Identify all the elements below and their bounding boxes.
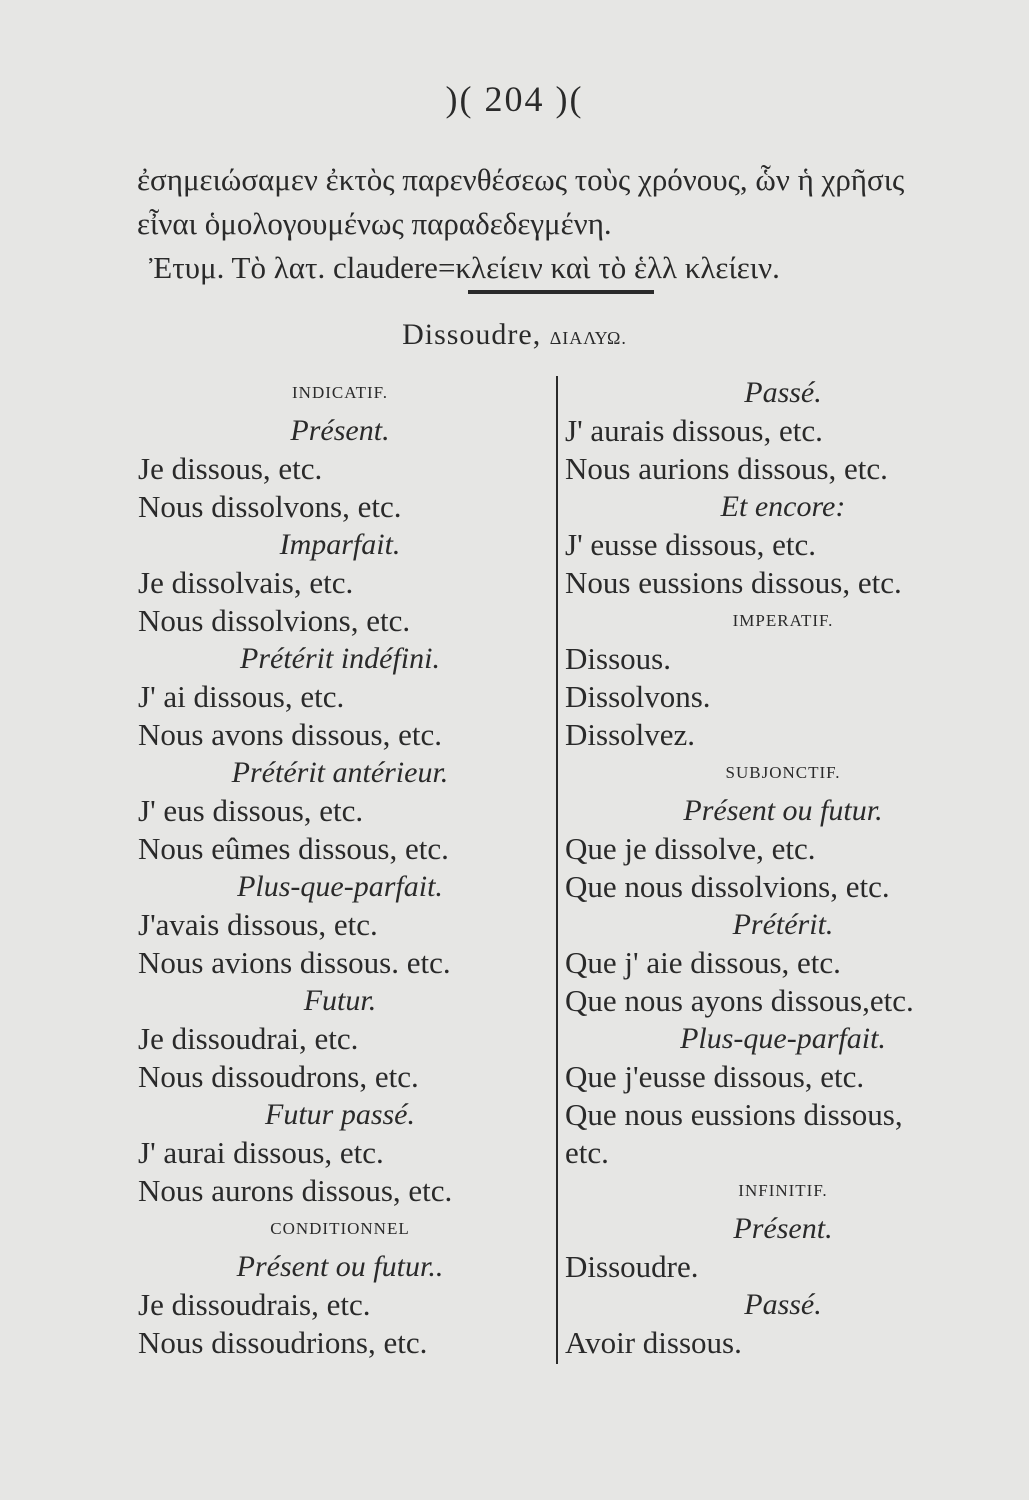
etymology-line: Ἐτυμ. Τὸ λατ. claudere=κλείειν καὶ τὸ ἑλλ κλείειν. — [149, 250, 780, 285]
conjugation-line: J' aurai dissous, etc. — [138, 1135, 384, 1170]
column-divider — [556, 376, 558, 1364]
conjugation-line: Que nous eussions dissous, — [565, 1097, 903, 1132]
verb-heading-greek: ΔΙΑΛΥΩ. — [549, 328, 627, 348]
conjugation-line: Nous eussions dissous, etc. — [565, 565, 902, 600]
conjugation-line: Dissolvons. — [565, 679, 711, 714]
conjugation-line: Je dissoudrais, etc. — [138, 1287, 371, 1322]
conjugation-line: Nous aurons dissous, etc. — [138, 1173, 453, 1208]
conjugation-line: Nous aurions dissous, etc. — [565, 451, 888, 486]
conjugation-left-column — [130, 374, 550, 1362]
tense-heading: Futur passé. — [265, 1098, 415, 1131]
conjugation-line: Que nous ayons dissous,etc. — [565, 983, 914, 1018]
conjugation-line: Nous dissolvions, etc. — [138, 603, 411, 638]
conjugation-line: Avoir dissous. — [565, 1325, 742, 1360]
tense-heading: Imparfait. — [279, 528, 401, 561]
conjugation-line: Dissous. — [565, 641, 671, 676]
intro-line: ἐσημειώσαμεν ἐκτὸς παρενθέσεως τοὺς χρόνους, ὧν ἡ χρῆσις — [137, 162, 905, 197]
conjugation-line: Que j' aie dissous, etc. — [565, 945, 841, 980]
conjugation-line: Dissoudre. — [565, 1249, 699, 1284]
conjugation-line: Nous dissoudrons, etc. — [138, 1059, 419, 1094]
tense-heading: Présent ou futur.. — [236, 1250, 444, 1283]
tense-heading: Plus-que-parfait. — [237, 870, 443, 903]
conjugation-line: J' ai dissous, etc. — [138, 679, 345, 714]
conjugation-line: Que j'eusse dissous, etc. — [565, 1059, 865, 1094]
conjugation-line: J' aurais dissous, etc. — [565, 413, 823, 448]
intro-line: εἶναι ὁμολογουμένως παραδεδεγμένη. — [137, 206, 612, 241]
conjugation-line: J' eus dissous, etc. — [138, 793, 364, 828]
conjugation-right-column — [563, 374, 1003, 1362]
mood-heading: INDICATIF. — [292, 383, 388, 402]
conjugation-line: Nous avons dissous, etc. — [138, 717, 442, 752]
conjugation-line: Que nous dissolvions, etc. — [565, 869, 890, 904]
tense-heading: Prétérit. — [732, 908, 834, 941]
intro-paragraph — [137, 158, 957, 290]
conjugation-line: Nous dissolvons, etc. — [138, 489, 402, 524]
mood-heading: IMPERATIF. — [732, 611, 834, 630]
conjugation-line: Je dissoudrai, etc. — [138, 1021, 359, 1056]
tense-heading: Présent. — [733, 1212, 833, 1245]
tense-heading: Présent ou futur. — [683, 794, 883, 827]
tense-heading: Prétérit indéfini. — [240, 642, 440, 675]
conjugation-line: Je dissous, etc. — [138, 451, 323, 486]
tense-heading: Prétérit antérieur. — [231, 756, 449, 789]
conjugation-line: J' eusse dissous, etc. — [565, 527, 816, 562]
tense-heading: Présent. — [290, 414, 390, 447]
conjugation-line: Que je dissolve, etc. — [565, 831, 816, 866]
conjugation-line: etc. — [565, 1135, 609, 1170]
conjugation-line: Dissolvez. — [565, 717, 696, 752]
conjugation-line: Je dissolvais, etc. — [138, 565, 354, 600]
mood-heading: CONDITIONNEL — [270, 1219, 410, 1238]
tense-heading: Et encore: — [720, 490, 846, 523]
page-number: )( 204 )( — [445, 79, 584, 119]
conjugation-line: J'avais dissous, etc. — [138, 907, 378, 942]
tense-heading: Futur. — [303, 984, 377, 1017]
mood-heading: SUBJONCTIF. — [725, 763, 841, 782]
tense-heading: Passé. — [744, 376, 822, 409]
conjugation-line: Nous eûmes dissous, etc. — [138, 831, 449, 866]
verb-heading-french: Dissoudre, — [402, 318, 542, 351]
tense-heading: Plus-que-parfait. — [680, 1022, 886, 1055]
section-divider-rule — [468, 290, 654, 294]
conjugation-line: Nous dissoudrions, etc. — [138, 1325, 428, 1360]
mood-heading: INFINITIF. — [738, 1181, 828, 1200]
verb-heading — [0, 318, 1029, 352]
tense-heading: Passé. — [744, 1288, 822, 1321]
conjugation-line: Nous avions dissous. etc. — [138, 945, 451, 980]
